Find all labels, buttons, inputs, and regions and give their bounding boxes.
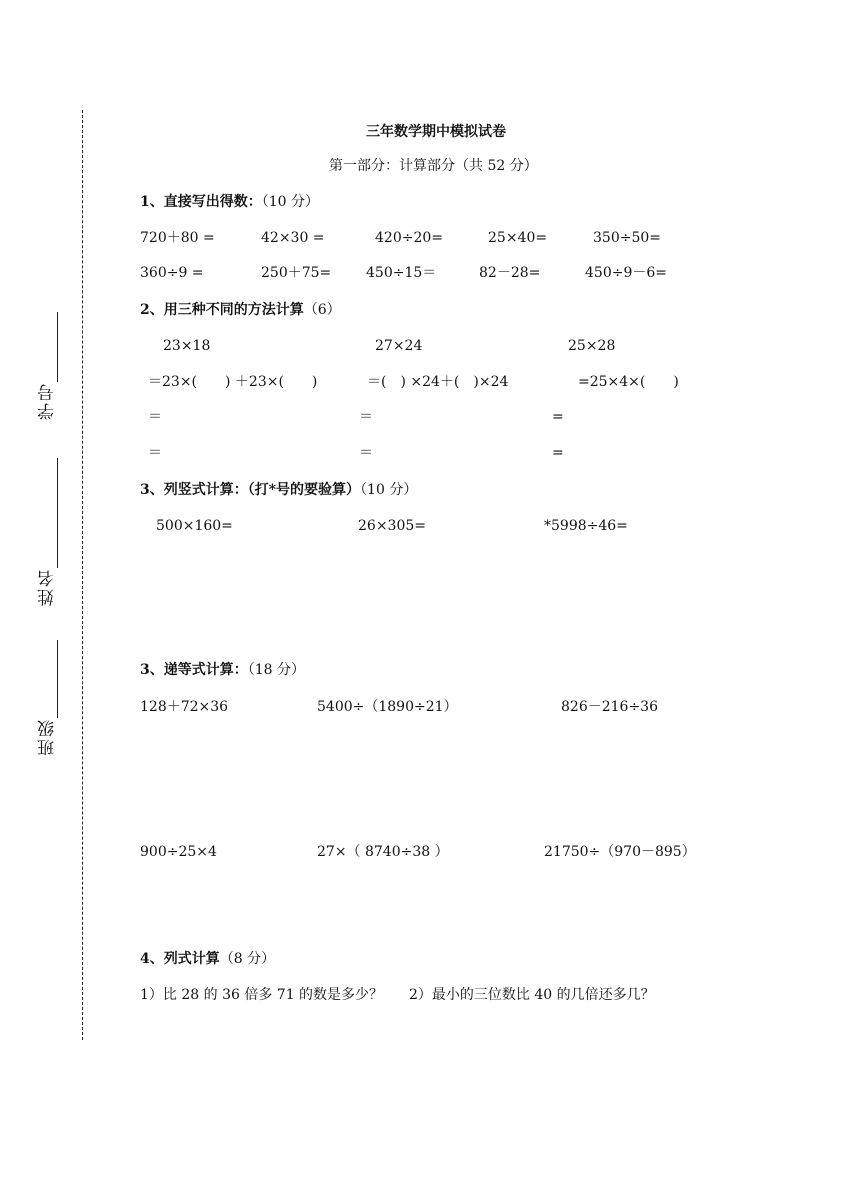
calc-item: 250＋75=: [261, 265, 332, 281]
section5-heading: [140, 950, 275, 968]
section2-heading: [140, 301, 341, 319]
method-step: ＝: [148, 409, 162, 425]
stepwise-calc-item: 128＋72×36: [140, 699, 229, 715]
calc-item: 360÷9 =: [140, 265, 204, 281]
section5-title: 4、列式计算: [140, 951, 220, 967]
calc-item: 25×40=: [488, 230, 548, 246]
section1-points: （10 分）: [261, 194, 320, 210]
section5-points: （8 分）: [219, 951, 276, 967]
section3-points: （10 分）: [360, 482, 418, 498]
section4-title: 3、递等式计算：: [140, 662, 248, 678]
method-step: ＝( ) ×24＋( )×24: [367, 374, 509, 390]
stepwise-calc-item: 21750÷（970－895）: [544, 844, 696, 860]
stepwise-calc-item: 27×（ 8740÷38 ）: [317, 844, 449, 860]
section2-title: 2、用三种不同的方法计算: [140, 302, 304, 318]
method-problem: 25×28: [568, 338, 616, 354]
section2-points: （6）: [303, 302, 341, 318]
stepwise-calc-item: 826－216÷36: [561, 699, 658, 715]
name-label: 姓名: [38, 568, 58, 606]
method-step: ＝: [148, 445, 162, 461]
page-title: 三年数学期中模拟试卷: [366, 124, 506, 140]
vertical-calc-item: 26×305=: [358, 518, 426, 534]
calc-item: 450÷15＝: [366, 265, 437, 281]
section1-title: 1、直接写出得数：: [140, 194, 262, 210]
word-problem: 1）比 28 的 36 倍多 71 的数是多少？: [140, 987, 384, 1003]
class-label: 班级: [38, 718, 58, 756]
student-id-label: 学号: [38, 382, 58, 420]
method-step: =: [552, 445, 564, 461]
method-problem: 27×24: [375, 338, 423, 354]
calc-item: 350÷50=: [593, 230, 661, 246]
calc-item: 42×30 =: [261, 230, 325, 246]
vertical-calc-item: 500×160=: [156, 518, 233, 534]
section4-heading: [140, 661, 305, 679]
method-step: =25×4×( ): [578, 374, 679, 390]
method-step: ＝: [359, 445, 373, 461]
stepwise-calc-item: 5400÷（1890÷21）: [317, 699, 458, 715]
section3-title: 3、列竖式计算：（打*号的要验算）: [140, 482, 361, 498]
calc-item: 450÷9－6=: [585, 265, 667, 281]
class-blank[interactable]: [57, 640, 58, 718]
method-step: =: [552, 409, 564, 425]
binding-dashed-line: [82, 110, 83, 1040]
method-step: ＝23×( ) ＋23×( ): [148, 374, 318, 390]
calc-item: 82－28=: [479, 265, 541, 281]
vertical-calc-item: *5998÷46=: [544, 518, 628, 534]
section1-heading: [140, 193, 319, 211]
section3-heading: [140, 481, 417, 499]
stepwise-calc-item: 900÷25×4: [140, 844, 217, 860]
calc-item: 420÷20=: [375, 230, 443, 246]
word-problem: 2）最小的三位数比 40 的几倍还多几？: [409, 987, 655, 1003]
name-blank[interactable]: [57, 458, 58, 568]
calc-item: 720＋80 =: [140, 230, 215, 246]
method-problem: 23×18: [163, 338, 211, 354]
student-id-blank[interactable]: [57, 312, 58, 382]
page-subtitle: 第一部分：计算部分（共 52 分）: [329, 158, 538, 174]
method-step: ＝: [359, 409, 373, 425]
section4-points: （18 分）: [247, 662, 306, 678]
